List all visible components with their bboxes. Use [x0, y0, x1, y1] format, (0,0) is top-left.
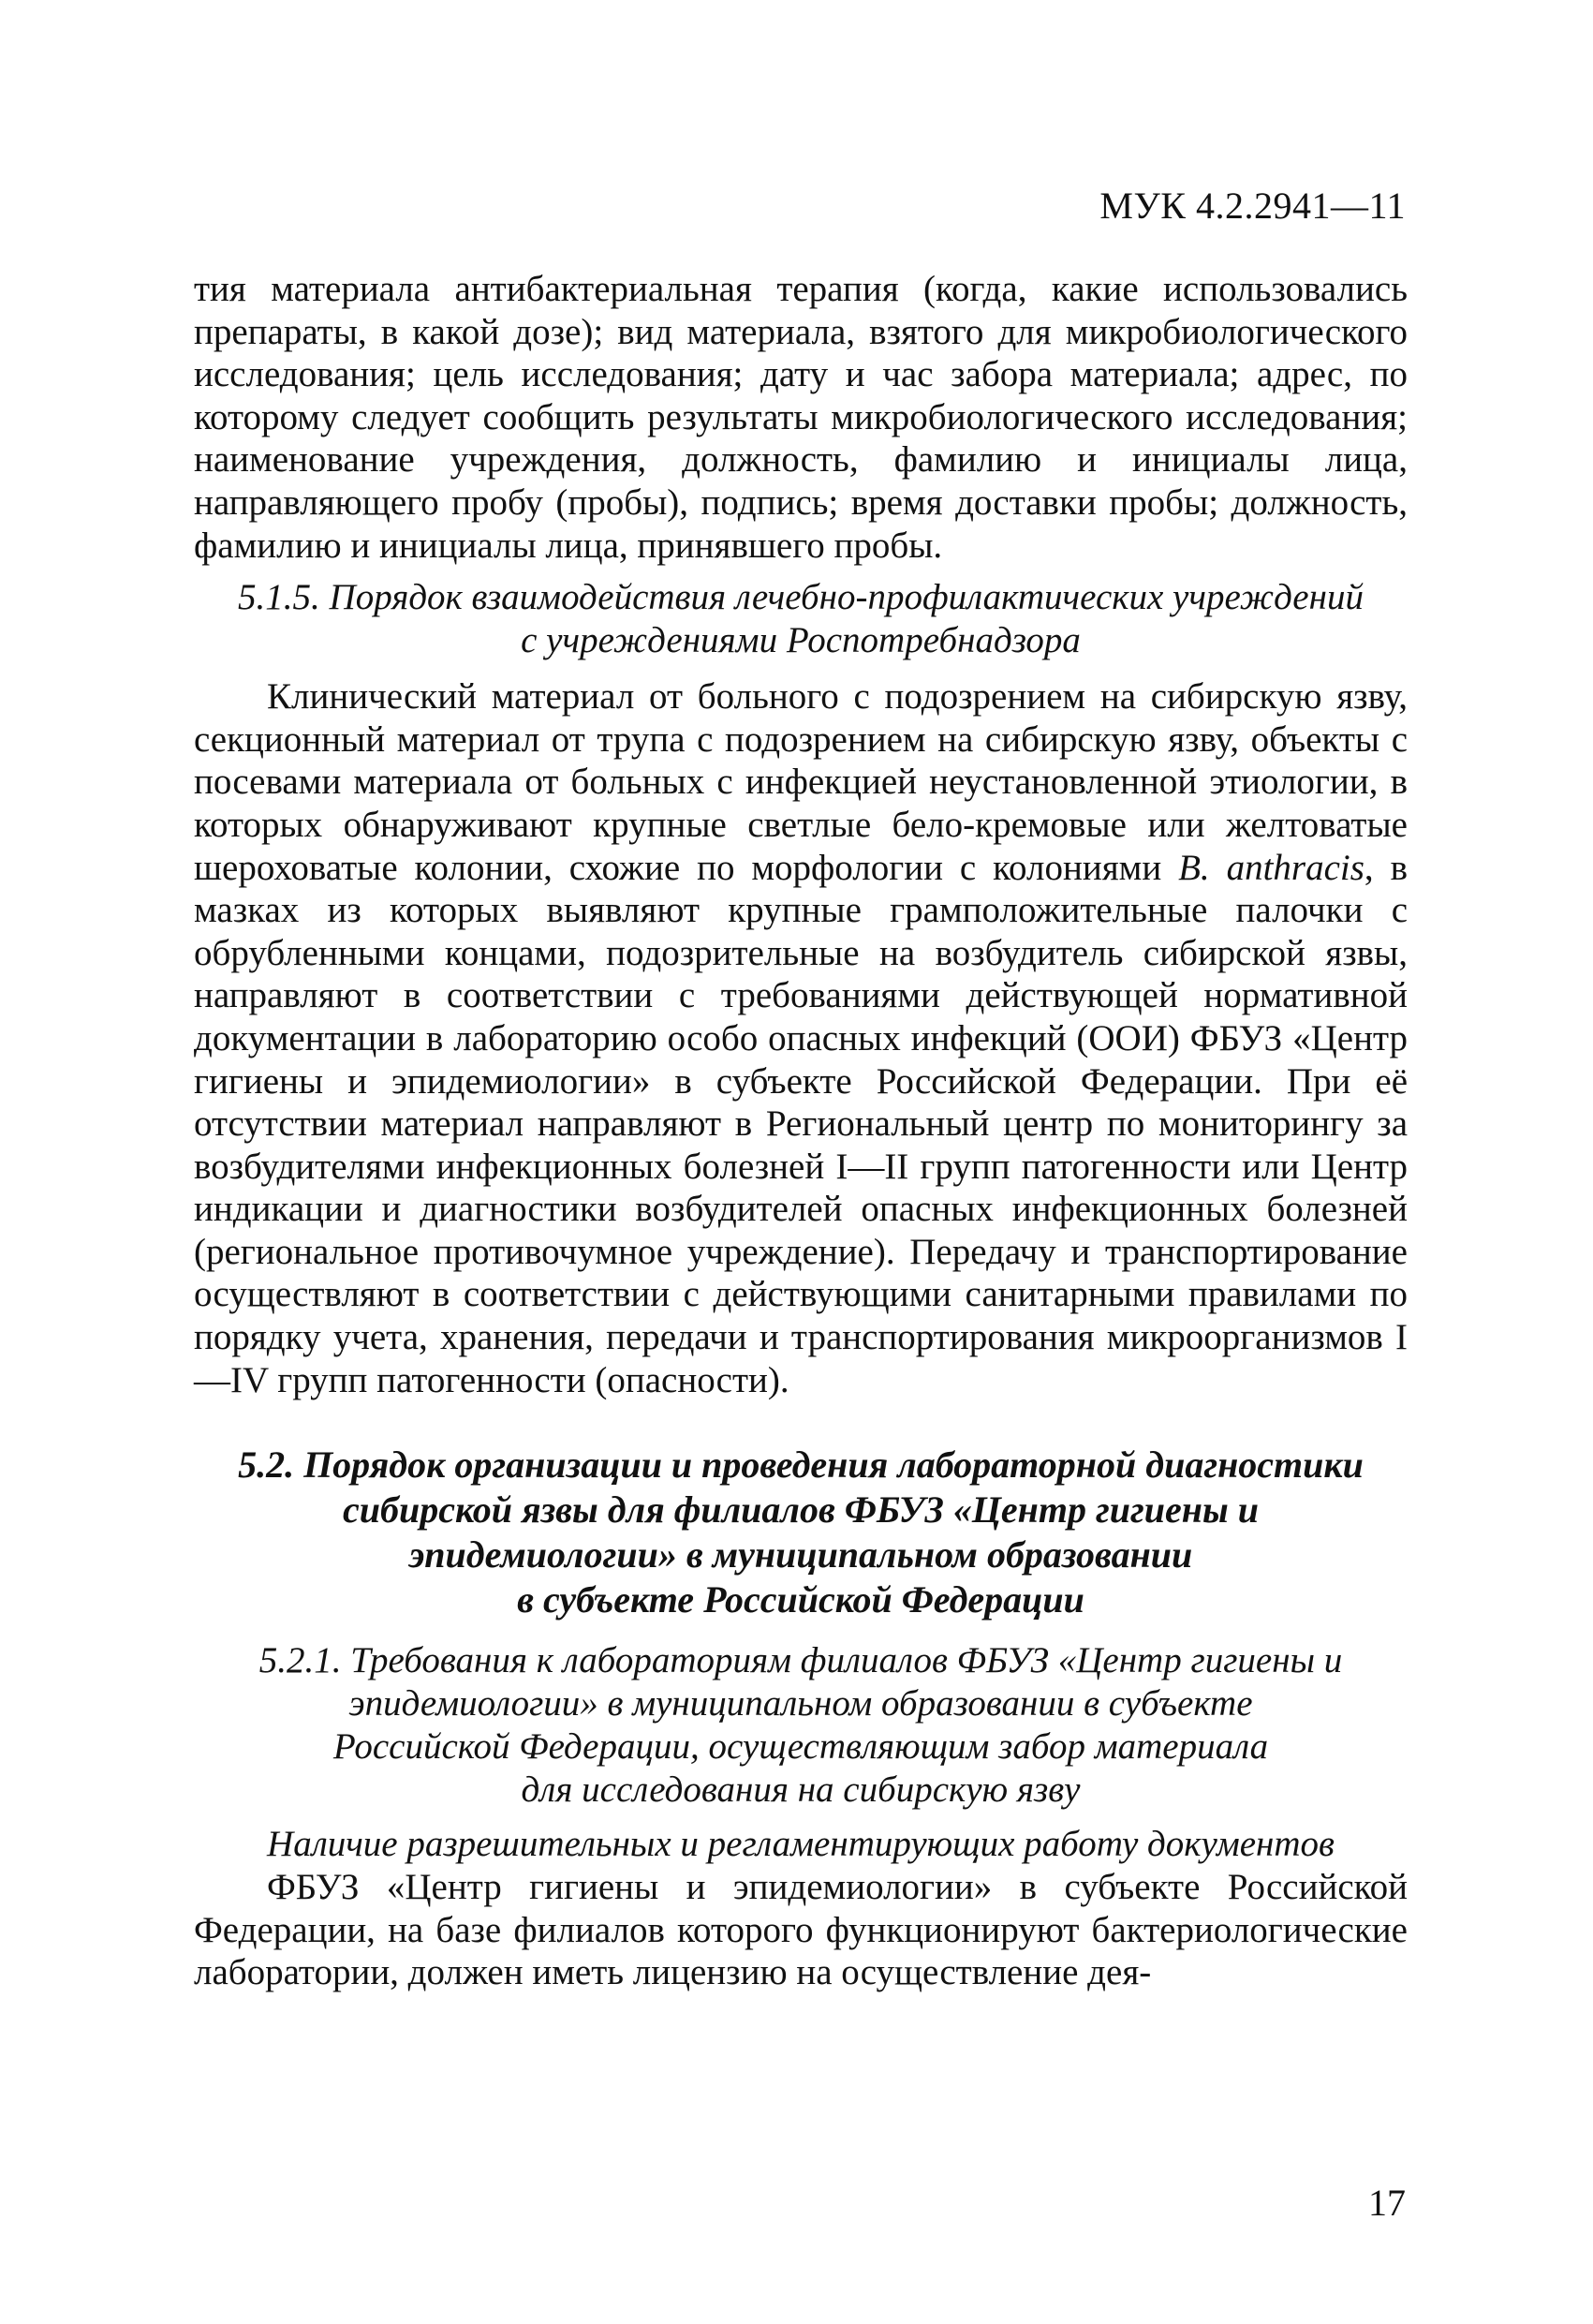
section-5-1-5-paragraph — [194, 675, 1408, 1401]
section-5-1-5-heading-line: 5.1.5. Порядок взаимодействия лечебно-профилактических учреждений — [238, 577, 1364, 618]
section-5-2-heading-line: 5.2. Порядок организации и проведения лабораторной диагностики — [238, 1443, 1364, 1487]
section-5-2-1-heading — [194, 1639, 1408, 1812]
page-number: 17 — [1368, 2182, 1406, 2224]
paragraph-text: Клинический материал от больного с подозрением на сибирскую язву, секционный материал от трупа с подозрением на сибирскую язву, объекты с посевами материала от больных с инфекцией неустановленной этиологии, в которых обнаруживают крупные светлые бело-кремовые или желтоватые шероховатые колонии, схожие по морфологии с колониями — [194, 676, 1408, 888]
section-5-2-1-heading-line: эпидемиологии» в муниципальном образовании в субъекте — [348, 1683, 1253, 1724]
species-name: B. anthracis — [1178, 847, 1364, 888]
section-5-2-1-heading-line: 5.2.1. Требования к лабораториям филиалов ФБУЗ «Центр гигиены и — [258, 1640, 1343, 1681]
final-paragraph: ФБУЗ «Центр гигиены и эпидемиологии» в субъекте Российской Федерации, на базе филиалов которого функционируют бактериологические лаборатории, должен иметь лицензию на осуществление дея- — [194, 1867, 1408, 1993]
subsection-heading: Наличие разрешительных и регламентирующих работу документов — [267, 1824, 1335, 1865]
paragraph-text: , в мазках из которых выявляют крупные грамположительные палочки с обрубленными концами, подозрительные на возбудитель сибирской язвы, направляют в соответствии с требованиями действующей нормативной документации в лабораторию особо опасных инфекций (ООИ) ФБУЗ «Центр гигиены и эпидемиологии» в субъекте Российской Федерации. При её отсутствии материал направляют в Региональный центр по мониторингу за возбудителями инфекционных болезней I—II групп патогенности или Центр индикации и диагностики возбудителей опасных инфекционных болезней (региональное противочумное учреждение). Передачу и транспортирование осуществляют в соответствии с действующими санитарными правилами по порядку учета, хранения, передачи и транспортирования микроорганизмов I—IV групп патогенности (опасности). — [194, 847, 1408, 1400]
section-5-2-heading-line: эпидемиологии» в муниципальном образовании — [408, 1533, 1193, 1576]
section-5-2-1-heading-line: Российской Федерации, осуществляющим забор материала — [332, 1726, 1269, 1768]
intro-paragraph: тия материала антибактериальная терапия (когда, какие использовались препараты, в какой дозе); вид материала, взятого для микробиологического исследования; цель исследования; дату и час забора материала; адрес, по которому следует сообщить результаты микробиологического исследования; наименование учреждения, должность, фамилию и инициалы лица, направляющего пробу (пробы), подпись; время доставки пробы; должность, фамилию и инициалы лица, принявшего пробы. — [194, 269, 1408, 566]
document-code: МУК 4.2.2941—11 — [1099, 185, 1406, 227]
section-5-1-5-heading-line: с учреждениями Роспотребнадзора — [521, 620, 1081, 661]
section-5-2-heading-line: сибирской язвы для филиалов ФБУЗ «Центр гигиены и — [343, 1488, 1259, 1532]
section-5-2-heading-line: в субъекте Российской Федерации — [517, 1578, 1084, 1621]
page-content — [194, 268, 1408, 1994]
section-5-1-5-heading — [194, 576, 1408, 662]
section-5-2-heading — [194, 1443, 1408, 1622]
section-5-2-1-heading-line: для исследования на сибирскую язву — [521, 1769, 1081, 1811]
